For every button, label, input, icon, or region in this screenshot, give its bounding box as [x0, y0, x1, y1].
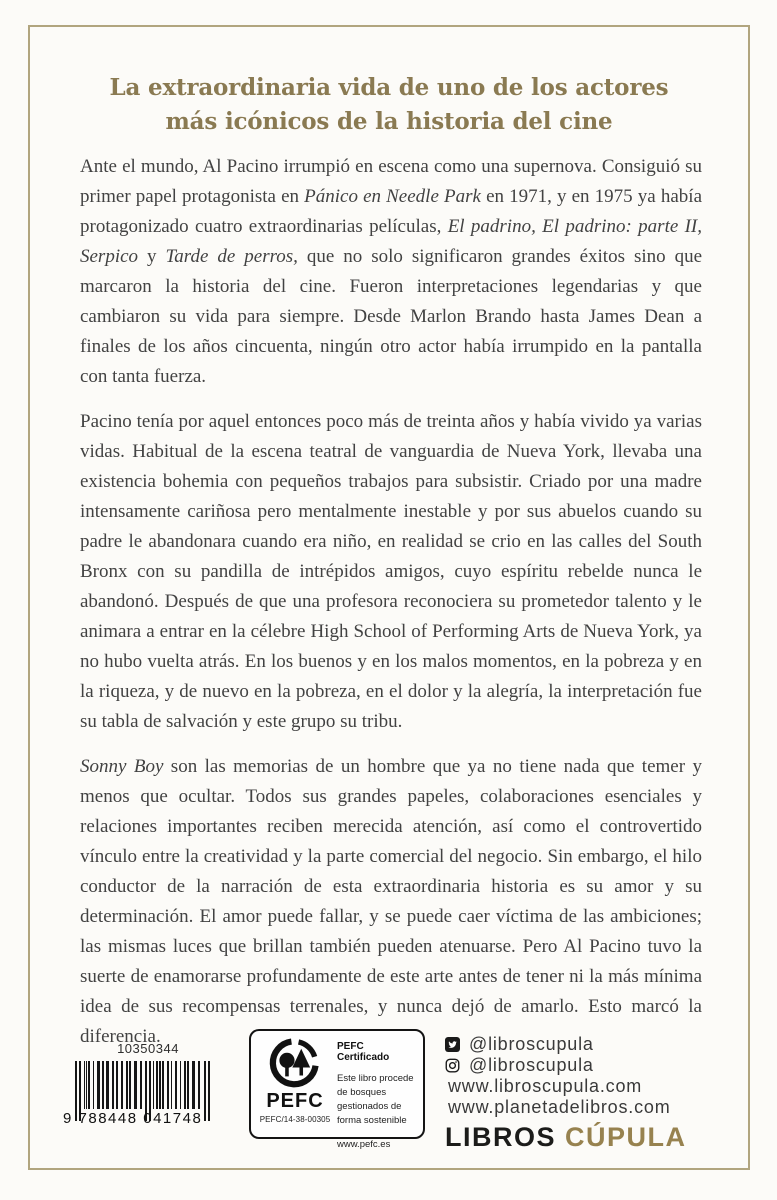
synopsis: [30, 152, 748, 1052]
footer: [30, 1029, 748, 1153]
cover-tagline: [30, 71, 748, 139]
pefc-logo-column: [259, 1038, 331, 1131]
pefc-description: Este libro procede de bosques gestionados de forma sostenible: [337, 1073, 414, 1126]
synopsis-paragraph: Ante el mundo, Al Pacino irrumpió en escena como una supernova. Consiguió su primer papel protagonista en Pánico en Needle Park en 1971, y en 1975 ya había protagonizado cuatro extraordinarias películas, El padrino, El padrino: parte II, Serpico y Tarde de perros, que no solo significaron grandes éxitos sino que marcaron la historia del cine. Fueron interpretaciones legendarias y que cambiaron su vida para siempre. Desde Marlon Brando hasta James Dean a finales de los años cincuenta, ningún otro actor había irrumpido en la pantalla con tanta fuerza.: [80, 156, 703, 387]
instagram-icon: [445, 1058, 460, 1073]
instagram-handle: @libroscupula: [469, 1055, 594, 1075]
pefc-wordmark: PEFC: [266, 1090, 324, 1112]
pefc-cert-code: PEFC/14-38-00305: [259, 1115, 331, 1124]
barcode-block: [63, 1041, 223, 1127]
pefc-text-column: [331, 1038, 415, 1150]
barcode: [63, 1061, 223, 1127]
synopsis-paragraph: Sonny Boy son las memorias de un hombre que ya no tiene nada que temer y menos que ocultar. Todos sus grandes papeles, colaboraciones esenciales y relaciones importantes reciben merecida atención, así como el controvertido vínculo entre la creatividad y la parte comercial del negocio. Sin embargo, el hilo conductor de la narración de esta extraordinaria historia es su amor y su determinación. El amor puede fallar, y se puede caer víctima de las ambiciones; las mismas luces que brillan también pueden atenuarse. Pero Al Pacino tuvo la suerte de enamorarse profundamente de este arte antes de tener ni la más mínima idea de sus recompensas terrenales, y nunca dejó de amarlo. Esto marcó la diferencia.: [80, 756, 702, 1047]
publisher-logo-cupula: CÚPULA: [565, 1122, 687, 1152]
twitter-icon: [445, 1037, 460, 1052]
website-row: [445, 1077, 687, 1096]
product-code: 10350344: [117, 1041, 179, 1056]
instagram-row: [445, 1056, 687, 1075]
publisher-logo-libros: LIBROS: [445, 1122, 557, 1152]
publisher-contact-block: [445, 1035, 687, 1153]
tagline-line-2: más icónicos de la historia del cine: [165, 108, 613, 135]
synopsis-paragraph: Pacino tenía por aquel entonces poco más de treinta años y había vivido ya varias vidas. Habitual de la escena teatral de vanguardia de Nueva York, llevaba una existencia bohemia con pequeños trabajos para subsistir. Criado por una madre intensamente cariñosa pero mentalmente inestable y por sus abuelos cuando su padre le abandonara cuando era niño, en realidad se crio en las calles del South Bronx con su pandilla de intrépidos amigos, cuyo espíritu rebelde nunca le abandonó. Después de que una profesora reconociera su prometedor talento y le animara a entrar en la célebre High School of Performing Arts de Nueva York, ya no hubo vuelta atrás. En los buenos y en los malos momentos, en la pobreza y en la riqueza, y de nuevo en la pobreza, en el dolor y la alegría, la interpretación fue su tabla de salvación y este grupo su tribu.: [80, 411, 702, 732]
publisher-website: www.libroscupula.com: [448, 1076, 643, 1096]
isbn-number: 9 788448 041748: [63, 1110, 203, 1127]
group-website: www.planetadelibros.com: [448, 1097, 671, 1117]
publisher-logo: [445, 1122, 687, 1153]
twitter-row: [445, 1035, 687, 1054]
cover-frame: [28, 25, 750, 1170]
pefc-url: www.pefc.es: [337, 1139, 391, 1150]
tagline-line-1: La extraordinaria vida de uno de los actores: [109, 74, 669, 101]
pefc-title: PEFC Certificado: [337, 1041, 390, 1063]
website-row: [445, 1098, 687, 1117]
twitter-handle: @libroscupula: [469, 1034, 594, 1054]
pefc-certificate-box: [249, 1029, 425, 1150]
